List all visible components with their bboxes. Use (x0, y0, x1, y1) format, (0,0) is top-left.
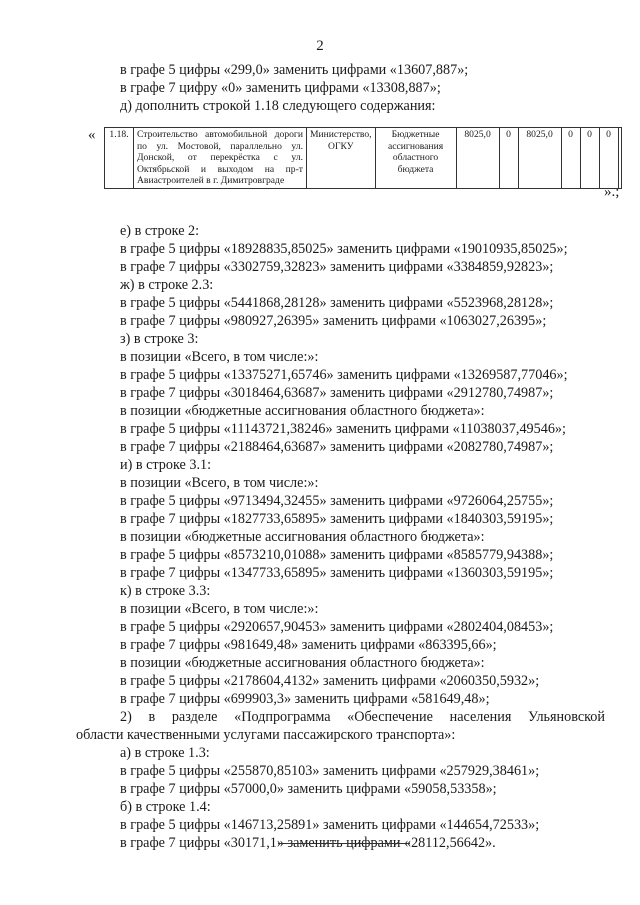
text-line: в графе 7 цифры «57000,0» заменить цифрами «59058,53358»; (120, 781, 497, 797)
text-line: а) в строке 1.3: (120, 745, 210, 761)
text-line: в графе 5 цифры «11143721,38246» заменить цифрами «11038037,49546»; (120, 421, 566, 437)
table-row (105, 128, 622, 189)
text-line: в позиции «Всего, в том числе:»: (120, 601, 319, 617)
text-line: в позиции «бюджетные ассигнования областного бюджета»: (120, 529, 485, 545)
text-line: в графе 5 цифры «8573210,01088» заменить цифрами «8585779,94388»; (120, 547, 554, 563)
text-line: в графе 7 цифры «981649,48» заменить цифрами «863395,66»; (120, 637, 497, 653)
text-line: в графе 7 цифры «2188464,63687» заменить цифрами «2082780,74987»; (120, 439, 554, 455)
amendment-table (104, 127, 622, 189)
text-line: е) в строке 2: (120, 223, 200, 239)
text-line: в графе 5 цифры «5441868,28128» заменить цифрами «5523968,28128»; (120, 295, 554, 311)
closing-divider (278, 843, 410, 844)
text-line: в позиции «Всего, в том числе:»: (120, 475, 319, 491)
text-line: и) в строке 3.1: (120, 457, 212, 473)
text-line: в графе 5 цифры «146713,25891» заменить цифрами «144654,72533»; (120, 817, 540, 833)
page-number: 2 (316, 38, 324, 54)
text-line: ж) в строке 2.3: (120, 277, 214, 293)
row-executor-cell: Министерство, ОГКУ (307, 128, 376, 189)
section-heading-line: 2) в разделе «Подпрограмма «Обеспечение населения Ульяновской (120, 709, 605, 725)
row-name-cell: Строительство автомобильной дороги по ул. Мостовой, параллельно ул. Донской, от перекрёстка с ул. Октябрьской и выходом на пр-т Авиастроителей в г. Димитровграде (134, 128, 307, 189)
row-empty-cell (618, 128, 621, 189)
text-line: в графе 7 цифры «3018464,63687» заменить цифрами «2912780,74987»; (120, 385, 554, 401)
row-number-cell: 1.18. (105, 128, 134, 189)
text-line: в позиции «Всего, в том числе:»: (120, 349, 319, 365)
text-line: в графе 7 цифры «1827733,65895» заменить цифрами «1840303,59195»; (120, 511, 554, 527)
text-line: з) в строке 3: (120, 331, 199, 347)
text-line: в графе 7 цифры «1347733,65895» заменить цифрами «1360303,59195»; (120, 565, 554, 581)
text-line: в графе 7 цифры «980927,26395» заменить цифрами «1063027,26395»; (120, 313, 547, 329)
row-source-cell: Бюджетные ассигнования областного бюджета (375, 128, 456, 189)
text-line: б) в строке 1.4: (120, 799, 211, 815)
row-value-cell: 0 (599, 128, 618, 189)
text-line: в графе 5 цифры «9713494,32455» заменить цифрами «9726064,25755»; (120, 493, 554, 509)
text-line: д) дополнить строкой 1.18 следующего содержания: (120, 98, 436, 114)
row-value-cell: 8025,0 (456, 128, 499, 189)
text-line: в графе 5 цифры «255870,85103» заменить цифрами «257929,38461»; (120, 763, 540, 779)
row-value-cell: 0 (580, 128, 599, 189)
text-line: в графе 5 цифры «2178604,4132» заменить цифрами «2060350,5932»; (120, 673, 540, 689)
text-line: в графе 5 цифры «299,0» заменить цифрами «13607,887»; (120, 62, 469, 78)
row-value-cell: 0 (499, 128, 518, 189)
section-heading-line: области качественными услугами пассажирского транспорта»: (76, 727, 456, 743)
table-close-quote: ».; (604, 184, 620, 200)
text-line: в позиции «бюджетные ассигнования областного бюджета»: (120, 655, 485, 671)
text-line: в графе 5 цифры «13375271,65746» заменить цифрами «13269587,77046»; (120, 367, 568, 383)
text-line: в графе 5 цифры «2920657,90453» заменить цифрами «2802404,08453»; (120, 619, 554, 635)
text-line: в позиции «бюджетные ассигнования областного бюджета»: (120, 403, 485, 419)
text-line: в графе 5 цифры «18928835,85025» заменить цифрами «19010935,85025»; (120, 241, 568, 257)
text-line: в графе 7 цифры «3302759,32823» заменить цифрами «3384859,92823»; (120, 259, 554, 275)
row-value-cell: 8025,0 (518, 128, 561, 189)
table-open-quote: « (88, 127, 96, 143)
text-line: к) в строке 3.3: (120, 583, 211, 599)
row-value-cell: 0 (561, 128, 580, 189)
text-line: в графе 7 цифры «30171,1» заменить цифрами «28112,56642». (120, 835, 496, 851)
text-line: в графе 7 цифры «699903,3» заменить цифрами «581649,48»; (120, 691, 490, 707)
text-line: в графе 7 цифру «0» заменить цифрами «13308,887»; (120, 80, 441, 96)
